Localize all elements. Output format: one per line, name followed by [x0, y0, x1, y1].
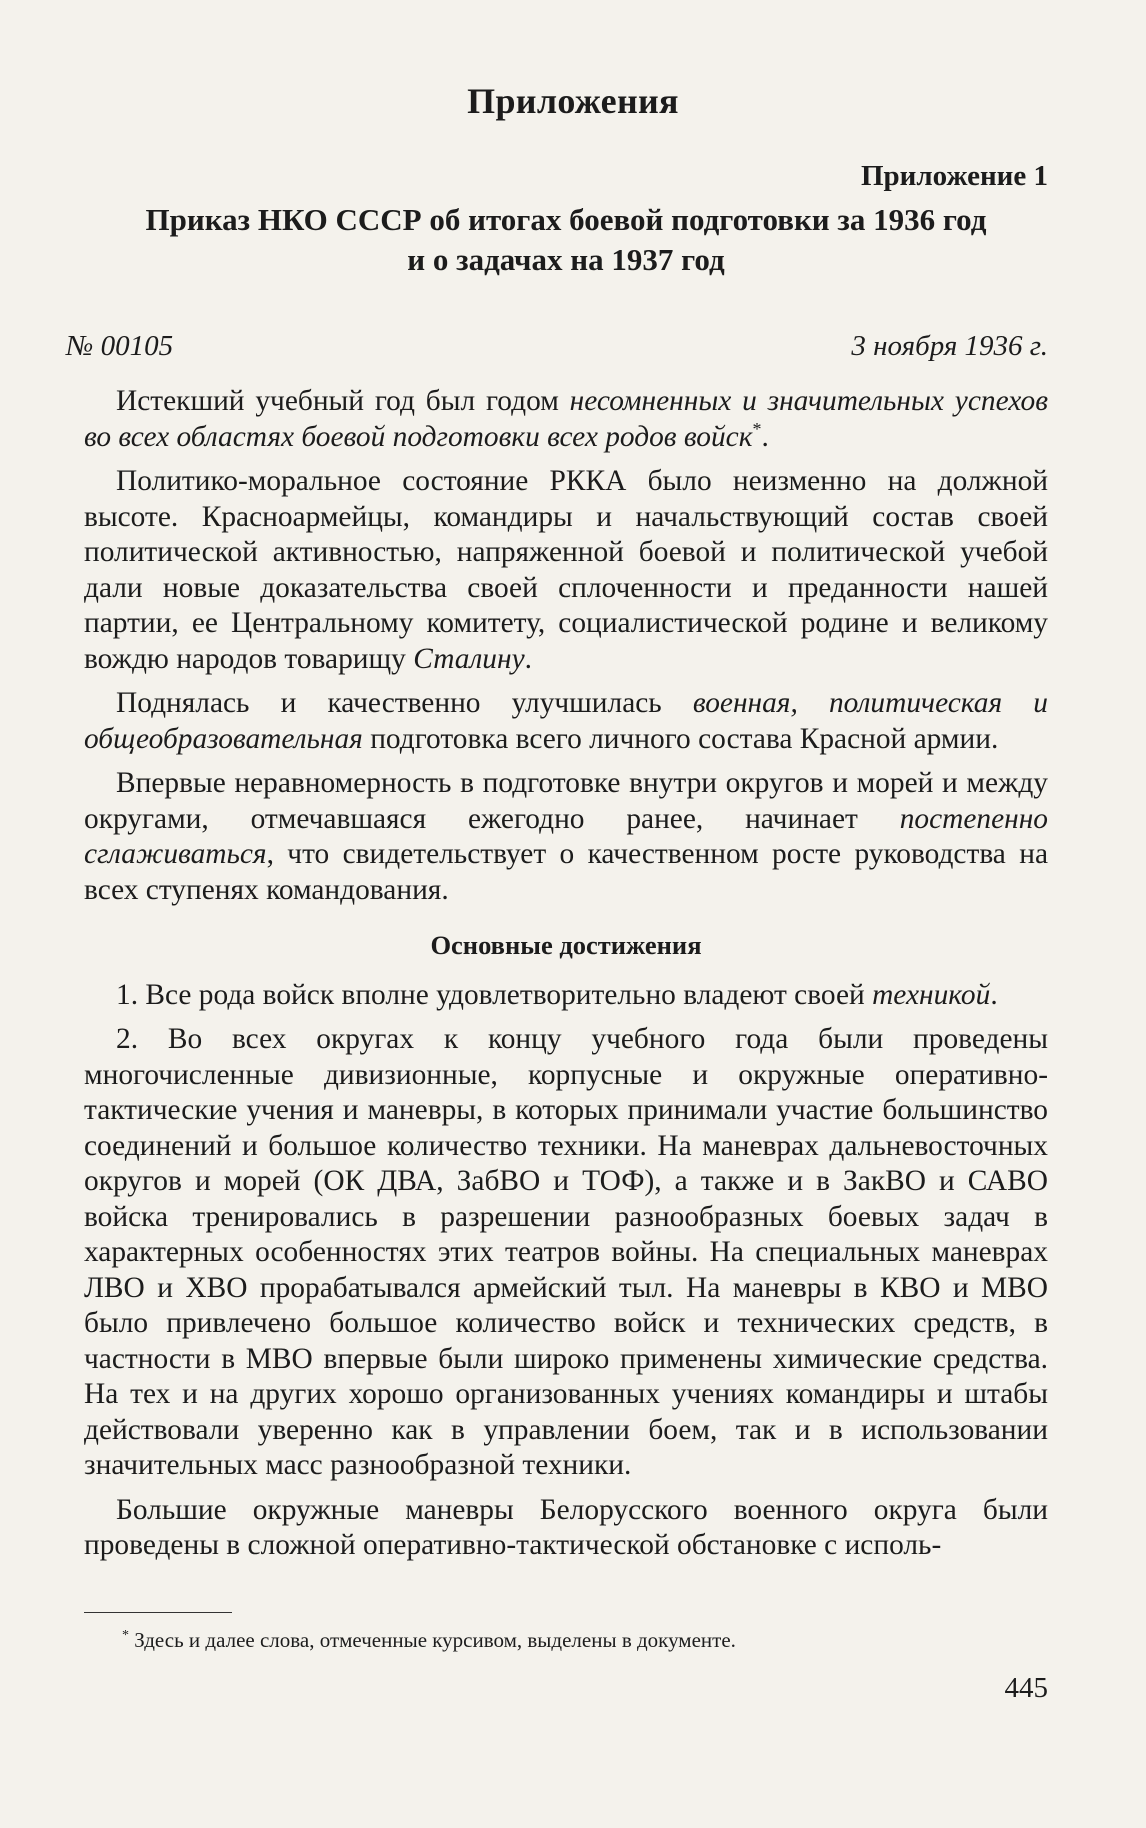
text-run: .	[761, 420, 769, 453]
paragraph-4	[84, 766, 1048, 908]
order-number: № 00105	[66, 330, 174, 362]
text-run: , что свидетельствует о качественном росте руководства на всех ступенях командования.	[84, 838, 1048, 906]
section-title: Приложения	[467, 81, 679, 121]
italic-run: военная, политическая и общеобразовательная	[84, 687, 1048, 755]
order-date: 3 ноября 1936 г.	[851, 330, 1048, 362]
text-run: Впервые неравномерность в подготовке внутри округов и морей и между округами, отмечавшаяся ежегодно ранее, начинает	[84, 767, 1048, 835]
body-text	[84, 384, 1048, 1573]
paragraph-7: Большие окружные маневры Белорусского военного округа были проведены в сложной оперативно-тактической обстановке с исполь-	[84, 1493, 1048, 1561]
footnote-marker[interactable]: *	[752, 418, 762, 439]
italic-run: постепенно сглаживаться	[84, 802, 1048, 870]
footnote	[122, 1622, 1022, 1654]
italic-run: несомненных и значительных успехов во всех областях боевой подготовки всех родов войск	[84, 385, 1048, 453]
text-run: .	[990, 978, 998, 1011]
text-run: .	[524, 642, 532, 675]
paragraph-5	[84, 978, 1048, 1014]
text-run: 1. Все рода войск вполне удовлетворительно владеют своей	[116, 978, 873, 1011]
paragraph-6: 2. Во всех округах к концу учебного года были проведены многочисленные дивизионные, корпусные и окружные оперативно-тактические учения и маневры, в которых принимали участие большинство соединений и большое количество техники. На маневрах дальневосточных округов и морей (ОК ДВА, ЗабВО и ТОФ), а также и в ЗакВО и САВО войска тренировались в разрешении разнообразных боевых задач в характерных особенностях этих театров войны. На специальных маневрах ЛВО и ХВО прорабатывался армейский тыл. На маневры в КВО и МВО было привлечено большое количество войск и технических средств, в частности в МВО впервые были широко применены химические средства. На тех и на других хорошо организованных учениях командиры и штабы действовали уверенно как в управлении боем, так и в использовании значительных масс разнообразной техники.	[84, 1023, 1048, 1481]
order-meta	[66, 330, 1048, 363]
text-run: подготовка всего личного состава Красной армии.	[362, 722, 999, 755]
footnote-marker: *	[122, 1628, 129, 1643]
document-title-line-2: и о задачах на 1937 год	[407, 242, 725, 277]
paragraph-2	[84, 464, 1048, 677]
paragraph-3	[84, 686, 1048, 757]
subheading: Основные достижения	[430, 930, 702, 960]
italic-run: Сталину	[413, 642, 525, 675]
paragraph-1	[84, 384, 1048, 455]
italic-run: техникой	[872, 978, 991, 1011]
text-run: Политико-моральное состояние РККА было неизменно на должной высоте. Красноармейцы, командиры и начальствующий состав своей политической активностью, напряженной боевой и политической учебой дали новые доказательства своей сплоченности и преданности нашей партии, ее Центральному комитету, социалистической родине и великому вождю народов товарищу	[84, 465, 1048, 675]
document-title-line-1: Приказ НКО СССР об итогах боевой подготовки за 1936 год	[145, 202, 987, 237]
text-run: Истекший учебный год был годом	[116, 385, 570, 417]
footnote-divider	[84, 1612, 232, 1613]
document-title	[84, 200, 1048, 280]
page-number: 445	[1004, 1672, 1048, 1704]
appendix-label: Приложение 1	[861, 160, 1048, 192]
text-run: Поднялась и качественно улучшилась	[116, 687, 693, 719]
footnote-text: Здесь и далее слова, отмеченные курсивом, выделены в документе.	[129, 1628, 736, 1652]
